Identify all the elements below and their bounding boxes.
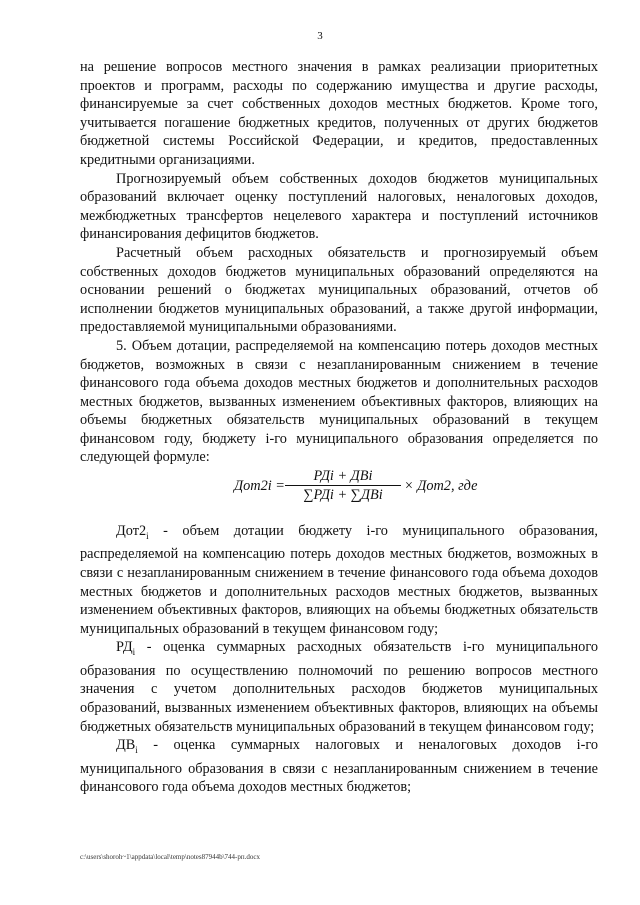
formula-rhs: × Дот2, где xyxy=(404,478,478,494)
definition-dot2 xyxy=(80,522,598,638)
footer-file-path: c:\users\shoroh~1\appdata\local\temp\notes87944b\744-рп.docx xyxy=(80,853,260,861)
definition-dv xyxy=(80,736,598,797)
definition-text: - оценка суммарных расходных обязательств i-го муниципального образования по осуществлению полномочий по решению вопросов местного значения с учетом дополнительных расходов бюджетов муниципальных образований, вызванных изменением объективных факторов, влияющих на объемы бюджетных обязательств муниципальных образований в текущем финансовом году; xyxy=(80,639,598,735)
body-text-top xyxy=(80,58,598,467)
page-number: 3 xyxy=(317,30,323,42)
definition-text: - оценка суммарных налоговых и неналоговых доходов i-го муниципального образования в связи с незапланированным снижением в течение финансового года объема доходов местных бюджетов; xyxy=(80,737,598,796)
formula xyxy=(234,468,534,504)
formula-denominator: ∑РДi + ∑ДВi xyxy=(285,485,401,504)
formula-fraction xyxy=(285,468,401,504)
formula-lhs: Дот2i = xyxy=(234,478,285,494)
paragraph-calculation-basis: Расчетный объем расходных обязательств и прогнозируемый объем собственных доходов бюджетов муниципальных образований определяются на основании решений о бюджетах муниципальных образований, отчетов об исполнении бюджетов муниципальных образований, а также другой информации, предоставляемой муниципальными образованиями. xyxy=(80,244,598,336)
definition-text: - объем дотации бюджету i-го муниципального образования, распределяемой на компенсацию потерь доходов местных бюджетов, возможных в связи с незапланированным снижением в течение финансового года объема доходов местных бюджетов и дополнительных расходов местных бюджетов, вызванных изменением объективных факторов, влияющих на объемы бюджетных обязательств муниципальных образований в текущем финансовом году; xyxy=(80,523,598,637)
body-text-definitions xyxy=(80,522,598,797)
definition-subscript: i xyxy=(135,745,138,756)
definition-term: Дот2 xyxy=(116,523,147,539)
paragraph-own-revenue: Прогнозируемый объем собственных доходов бюджетов муниципальных образований включает оценку поступлений налоговых, неналоговых доходов, межбюджетных трансфертов нецелевого характера и поступлений источников финансирования дефицитов бюджетов. xyxy=(80,170,598,243)
paragraph-continuation: на решение вопросов местного значения в рамках реализации приоритетных проектов и программ, расходы по содержанию имущества и другие расходы, финансируемые за счет собственных доходов местных бюджетов. Кроме того, учитывается погашение бюджетных кредитов, полученных от других бюджетов бюджетной системы Российской Федерации, и кредитов, предоставленных кредитными организациями. xyxy=(80,59,598,168)
formula-numerator: РДi + ДВi xyxy=(313,468,373,484)
definition-term: ДВ xyxy=(116,737,136,754)
definition-subscript: i xyxy=(146,530,149,541)
paragraph-item-5: 5. Объем дотации, распределяемой на компенсацию потерь доходов местных бюджетов, возможных в связи с незапланированным снижением в течение финансового года объема доходов местных бюджетов и дополнительных расходов местных бюджетов, вызванных изменением объективных факторов, влияющих на объемы бюджетных обязательств муниципальных образований в текущем финансовом году, бюджету i-го муниципального образования определяется по следующей формуле: xyxy=(80,337,598,466)
definition-subscript: i xyxy=(132,647,136,658)
definition-term: РД xyxy=(116,639,133,656)
definition-rd xyxy=(80,638,598,736)
